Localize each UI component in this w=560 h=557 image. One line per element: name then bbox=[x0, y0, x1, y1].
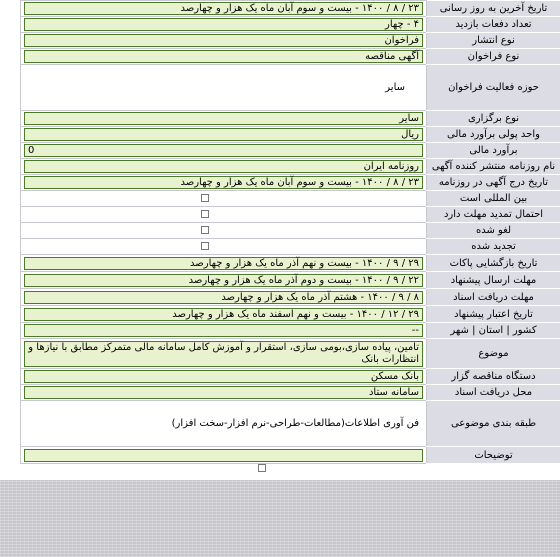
label-organizer: دستگاه مناقصه گزار bbox=[427, 369, 560, 385]
row-cancelled bbox=[21, 223, 560, 239]
label-visit-count: تعداد دفعات بازدید bbox=[427, 17, 560, 33]
row-estimate bbox=[21, 143, 560, 159]
value-opening-date bbox=[21, 255, 427, 272]
bottom-checkbox[interactable] bbox=[258, 464, 266, 472]
value-call-type bbox=[21, 49, 427, 65]
label-newspaper: نام روزنامه منتشر کننده آگهی bbox=[427, 159, 560, 175]
value-estimate bbox=[21, 143, 427, 159]
currency-text: ریال bbox=[24, 128, 423, 141]
label-validity-date: تاریخ اعتبار پیشنهاد bbox=[427, 306, 560, 323]
extension-checkbox[interactable] bbox=[201, 210, 209, 218]
category-text: فن آوری اطلاعات(مطالعات-طراحی-نرم افزار-سخت افزار) bbox=[171, 418, 419, 429]
row-validity-date bbox=[21, 306, 560, 323]
label-last-update: تاریخ آخرین به روز رسانی bbox=[427, 1, 560, 17]
value-extension bbox=[21, 207, 427, 223]
publish-type-text: فراخوان bbox=[24, 34, 423, 47]
value-submission-deadline bbox=[21, 272, 427, 289]
activity-field-text: سایر bbox=[385, 82, 405, 93]
row-document-place bbox=[21, 385, 560, 401]
document-place-text: سامانه ستاد bbox=[24, 386, 423, 399]
row-last-update bbox=[21, 1, 560, 17]
newspaper-date-text: ۲۳ / ۸ / ۱۴۰۰ - بیست و سوم آبان ماه یک هزار و چهارصد bbox=[24, 176, 423, 189]
label-international: بین المللی است bbox=[427, 191, 560, 207]
row-category bbox=[21, 401, 560, 447]
row-activity-field bbox=[21, 65, 560, 111]
subject-text: تامین، پیاده سازی،بومی سازی، استقرار و آموزش کامل سامانه مالی متمرکز مطابق با نیازها و انتظارات بانک bbox=[24, 341, 423, 367]
submission-deadline-text: ۲۲ / ۹ / ۱۴۰۰ - بیست و دوم آذر ماه یک هزار و چهارصد bbox=[24, 274, 423, 287]
value-category bbox=[21, 401, 427, 447]
row-document-deadline bbox=[21, 289, 560, 306]
value-currency bbox=[21, 127, 427, 143]
row-extension bbox=[21, 207, 560, 223]
row-newspaper-date bbox=[21, 175, 560, 191]
value-organizer bbox=[21, 369, 427, 385]
location-text: -- bbox=[24, 324, 423, 337]
row-description bbox=[21, 447, 560, 464]
row-renewed bbox=[21, 239, 560, 255]
row-holding-type bbox=[21, 111, 560, 127]
label-activity-field: حوزه فعالیت فراخوان bbox=[427, 65, 560, 111]
value-description bbox=[21, 447, 427, 464]
label-extension: احتمال تمدید مهلت دارد bbox=[427, 207, 560, 223]
value-newspaper bbox=[21, 159, 427, 175]
value-activity-field bbox=[21, 65, 427, 111]
last-update-text: ۲۳ / ۸ / ۱۴۰۰ - بیست و سوم آبان ماه یک هزار و چهارصد bbox=[24, 2, 423, 15]
label-holding-type: نوع برگزاری bbox=[427, 111, 560, 127]
bottom-background-band bbox=[0, 480, 560, 557]
value-validity-date bbox=[21, 306, 427, 323]
label-estimate: برآورد مالی bbox=[427, 143, 560, 159]
label-description: توضیحات bbox=[427, 447, 560, 464]
label-document-deadline: مهلت دریافت اسناد bbox=[427, 289, 560, 306]
label-category: طبقه بندی موضوعی bbox=[427, 401, 560, 447]
label-renewed: تجدید شده bbox=[427, 239, 560, 255]
value-holding-type bbox=[21, 111, 427, 127]
newspaper-text: روزنامه ایران bbox=[24, 160, 423, 173]
document-deadline-text: ۸ / ۹ / ۱۴۰۰ - هشتم آذر ماه یک هزار و چهارصد bbox=[24, 291, 423, 304]
holding-type-text: سایر bbox=[24, 112, 423, 125]
row-opening-date bbox=[21, 255, 560, 272]
validity-date-text: ۲۹ / ۱۲ / ۱۴۰۰ - بیست و نهم اسفند ماه یک هزار و چهارصد bbox=[24, 308, 423, 321]
label-publish-type: نوع انتشار bbox=[427, 33, 560, 49]
label-subject: موضوع bbox=[427, 339, 560, 369]
value-cancelled bbox=[21, 223, 427, 239]
value-location bbox=[21, 323, 427, 339]
label-document-place: محل دریافت اسناد bbox=[427, 385, 560, 401]
organizer-text: بانک مسکن bbox=[24, 370, 423, 383]
estimate-text: 0 bbox=[24, 144, 423, 157]
row-subject bbox=[21, 339, 560, 369]
value-subject bbox=[21, 339, 427, 369]
label-opening-date: تاریخ بازگشایی پاکات bbox=[427, 255, 560, 272]
row-publish-type bbox=[21, 33, 560, 49]
international-checkbox[interactable] bbox=[201, 194, 209, 202]
label-newspaper-date: تاریخ درج آگهی در روزنامه bbox=[427, 175, 560, 191]
row-call-type bbox=[21, 49, 560, 65]
visit-count-text: ۴ - چهار bbox=[24, 18, 423, 31]
value-document-deadline bbox=[21, 289, 427, 306]
label-currency: واحد پولی برآورد مالی bbox=[427, 127, 560, 143]
label-submission-deadline: مهلت ارسال پیشنهاد bbox=[427, 272, 560, 289]
value-publish-type bbox=[21, 33, 427, 49]
label-cancelled: لغو شده bbox=[427, 223, 560, 239]
value-renewed bbox=[21, 239, 427, 255]
label-location: کشور | استان | شهر bbox=[427, 323, 560, 339]
renewed-checkbox[interactable] bbox=[201, 242, 209, 250]
description-text bbox=[24, 449, 423, 462]
value-visit-count bbox=[21, 17, 427, 33]
row-organizer bbox=[21, 369, 560, 385]
row-international bbox=[21, 191, 560, 207]
row-newspaper bbox=[21, 159, 560, 175]
label-call-type: نوع فراخوان bbox=[427, 49, 560, 65]
row-visit-count bbox=[21, 17, 560, 33]
value-last-update bbox=[21, 1, 427, 17]
call-type-text: آگهی مناقصه bbox=[24, 50, 423, 63]
opening-date-text: ۲۹ / ۹ / ۱۴۰۰ - بیست و نهم آذر ماه یک هزار و چهارصد bbox=[24, 257, 423, 270]
row-submission-deadline bbox=[21, 272, 560, 289]
row-location bbox=[21, 323, 560, 339]
value-newspaper-date bbox=[21, 175, 427, 191]
value-international bbox=[21, 191, 427, 207]
value-document-place bbox=[21, 385, 427, 401]
row-currency bbox=[21, 127, 560, 143]
tender-details-table bbox=[20, 0, 560, 464]
cancelled-checkbox[interactable] bbox=[201, 226, 209, 234]
